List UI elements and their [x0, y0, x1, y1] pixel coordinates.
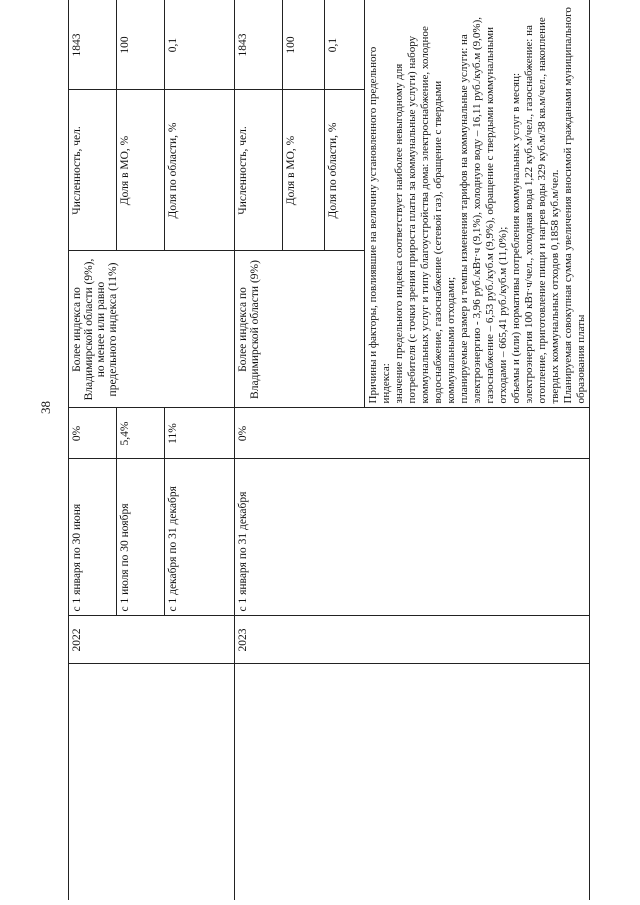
table-row: [235, 0, 283, 900]
percent-cell: 0%: [69, 408, 117, 459]
blank-cell: [69, 664, 235, 900]
reasons-paragraph: значение предельного индекса соответствует наиболее невыгодному для потребителя (с точки зрения прироста платы за коммунальные услуги) набору коммунальных услуг и типу благоустройства дома: электроснабжение, холодное водоснабжение, газоснабжение (сетевой газ), обращение с твердыми коммунальными отходами;: [392, 26, 457, 404]
indicator-value: 1843: [69, 0, 117, 90]
tariff-index-table: [68, 0, 590, 900]
category-cell: Более индекса по Владимирской области (9%): [235, 251, 365, 408]
indicator-value: 0,1: [325, 0, 365, 90]
reasons-cell: [365, 0, 590, 408]
period-cell: с 1 января по 31 декабря: [235, 459, 590, 616]
reasons-paragraph: планируемые размер и темпы изменения тарифов на коммунальные услуги: на электроэнергию - 3,96 руб./кВт·ч (9,1%), холодную воду – 16,11 руб./куб.м (9,0%), газоснабжение – 6,53 руб./куб.м (9,9%), обращение с твердыми коммунальными отходами – 665,41 руб./куб.м (11,0%);: [457, 17, 509, 404]
period-cell: с 1 декабря по 31 декабря: [165, 459, 235, 616]
blank-cell: [235, 664, 590, 900]
indicator-label: Численность, чел.: [235, 90, 283, 251]
page-number: 38: [38, 401, 53, 414]
rotated-table-sheet: [68, 0, 587, 900]
reasons-title: Причины и факторы, повлиявшие на величину установленного предельного индекса:: [367, 46, 392, 404]
category-cell: Более индекса по Владимирской области (9%), но менее или равно предельного индекса (11%): [69, 251, 235, 408]
table-row: [69, 0, 117, 900]
year-cell: 2022: [69, 616, 235, 664]
indicator-label: Численность, чел.: [69, 90, 117, 251]
reasons-paragraph: объемы и (или) нормативы потребления коммунальных услуг в месяц: электроэнергия 100 кВт·ч/чел., холодная вода 1,22 куб.м/чел., газоснабжение: на отопление, приготовление пищи и нагрев воды 329 куб.м/38 кв.м/чел., накопление твердых коммунальных отходов 0,1858 куб.м/чел.: [509, 17, 561, 404]
indicator-label: Доля в МО, %: [117, 90, 165, 251]
period-cell: с 1 января по 30 июня: [69, 459, 117, 616]
indicator-label: Доля по области, %: [325, 90, 365, 251]
indicator-value: 0,1: [165, 0, 235, 90]
percent-cell: 11%: [165, 408, 235, 459]
indicator-label: Доля в МО, %: [283, 90, 325, 251]
indicator-label: Доля по области, %: [165, 90, 235, 251]
percent-cell: 5,4%: [117, 408, 165, 459]
period-cell: с 1 июля по 30 ноября: [117, 459, 165, 616]
percent-cell: 0%: [235, 408, 590, 459]
indicator-value: 100: [117, 0, 165, 90]
year-cell: 2023: [235, 616, 590, 664]
indicator-value: 1843: [235, 0, 283, 90]
indicator-value: 100: [283, 0, 325, 90]
reasons-paragraph: Планируемая совокупная сумма увеличения вносимой гражданами муниципального образования платы: [561, 7, 587, 404]
